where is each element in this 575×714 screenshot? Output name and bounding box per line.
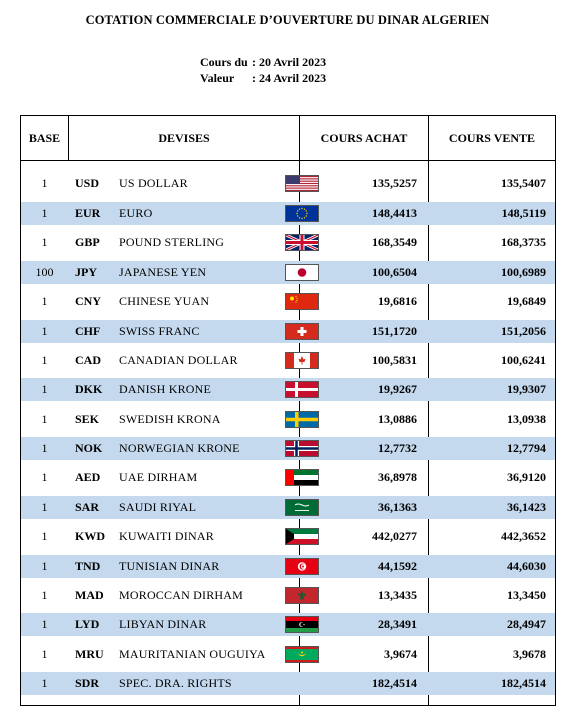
base-cell: 1: [41, 294, 48, 308]
base-cell: 1: [41, 324, 48, 338]
cours-vente-value: 442,3652: [501, 529, 546, 543]
currency-name: SAUDI RIYAL: [119, 500, 197, 514]
currency-name: MOROCCAN DIRHAM: [119, 588, 244, 602]
column-header-base: BASE: [28, 130, 61, 145]
page-title: COTATION COMMERCIALE D’OUVERTURE DU DINAR ALGERIEN: [85, 13, 490, 27]
table-row: [21, 643, 555, 666]
table-row: [21, 525, 555, 548]
table-row: [21, 349, 555, 372]
currency-code: EUR: [75, 206, 101, 220]
currency-name: US DOLLAR: [119, 176, 188, 190]
cours-vente-value: 151,2056: [501, 324, 546, 338]
table-row: [21, 320, 555, 343]
currency-code: SDR: [75, 676, 100, 690]
currency-name: SPEC. DRA. RIGHTS: [119, 676, 232, 690]
cours-achat-value: 12,7732: [378, 441, 417, 455]
base-cell: 1: [41, 412, 48, 426]
currency-code: SEK: [75, 412, 100, 426]
cours-vente-value: 44,6030: [507, 559, 546, 573]
cours-vente-value: 100,6989: [501, 265, 546, 279]
column-header-devises: DEVISES: [158, 130, 210, 145]
currency-code: KWD: [75, 529, 105, 543]
rates-table: [20, 115, 556, 706]
table-row: [21, 437, 555, 460]
column-header-vente: COURS VENTE: [448, 130, 536, 145]
currency-code: DKK: [75, 382, 103, 396]
base-cell: 1: [41, 353, 48, 367]
cours-achat-value: 19,9267: [378, 382, 417, 396]
header-divider: [21, 160, 555, 161]
currency-code: MRU: [75, 647, 104, 661]
base-cell: 1: [41, 617, 48, 631]
saudi-flag-icon: [285, 499, 319, 516]
cours-vente-value: 12,7794: [507, 441, 546, 455]
cours-achat-value: 28,3491: [378, 617, 417, 631]
canada-flag-icon: [285, 352, 319, 369]
table-row: [21, 408, 555, 431]
cours-vente-value: 100,6241: [501, 353, 546, 367]
currency-code: JPY: [75, 265, 97, 279]
currency-name: UAE DIRHAM: [119, 470, 198, 484]
currency-code: CHF: [75, 324, 101, 338]
cours-vente-value: 36,9120: [507, 470, 546, 484]
cours-vente-value: 135,5407: [501, 176, 546, 190]
table-row: [21, 466, 555, 489]
libya-flag-icon: [285, 616, 319, 633]
base-cell: 1: [41, 529, 48, 543]
cours-achat-value: 168,3549: [372, 235, 417, 249]
currency-code: SAR: [75, 500, 100, 514]
table-row: [21, 584, 555, 607]
cours-achat-value: 182,4514: [372, 676, 417, 690]
currency-name: SWISS FRANC: [119, 324, 200, 338]
eu-flag-icon: [285, 205, 319, 222]
base-cell: 1: [41, 206, 48, 220]
currency-name: EURO: [119, 206, 153, 220]
uae-flag-icon: [285, 469, 319, 486]
denmark-flag-icon: [285, 381, 319, 398]
table-row: [21, 290, 555, 313]
currency-name: DANISH KRONE: [119, 382, 212, 396]
us-flag-icon: [285, 175, 319, 192]
column-header-achat: COURS ACHAT: [320, 130, 408, 145]
currency-code: USD: [75, 176, 100, 190]
valeur-label: Valeur: [200, 71, 235, 85]
swiss-flag-icon: [285, 323, 319, 340]
table-row: [21, 202, 555, 225]
table-row: [21, 378, 555, 401]
base-cell: 1: [41, 470, 48, 484]
cours-achat-value: 44,1592: [378, 559, 417, 573]
currency-name: CANADIAN DOLLAR: [119, 353, 238, 367]
currency-name: NORWEGIAN KRONE: [119, 441, 240, 455]
tunisia-flag-icon: [285, 558, 319, 575]
table-row: [21, 172, 555, 195]
table-row: [21, 672, 555, 695]
base-cell: 1: [41, 176, 48, 190]
cours-achat-value: 36,1363: [378, 500, 417, 514]
cours-vente-value: 13,0938: [507, 412, 546, 426]
currency-code: LYD: [75, 617, 100, 631]
currency-name: MAURITANIAN OUGUIYA: [119, 647, 266, 661]
cours-achat-value: 13,0886: [378, 412, 417, 426]
cours-vente-value: 36,1423: [507, 500, 546, 514]
china-flag-icon: [285, 293, 319, 310]
currency-code: GBP: [75, 235, 100, 249]
currency-code: TND: [75, 559, 101, 573]
table-row: [21, 261, 555, 284]
cours-achat-value: 13,3435: [378, 588, 417, 602]
cours-du-label: Cours du: [200, 55, 248, 69]
column-divider: [68, 116, 69, 160]
cours-vente-value: 19,9307: [507, 382, 546, 396]
cours-vente-value: 148,5119: [501, 206, 546, 220]
currency-code: MAD: [75, 588, 104, 602]
cours-du-line: [200, 55, 326, 70]
currency-code: CAD: [75, 353, 101, 367]
uk-flag-icon: [285, 234, 319, 251]
currency-name: LIBYAN DINAR: [119, 617, 207, 631]
mauritania-flag-icon: [285, 646, 319, 663]
valeur-value: : 24 Avril 2023: [252, 71, 327, 85]
currency-name: SWEDISH KRONA: [119, 412, 221, 426]
norway-flag-icon: [285, 440, 319, 457]
cours-vente-value: 13,3450: [507, 588, 546, 602]
cours-achat-value: 3,9674: [384, 647, 417, 661]
cours-achat-value: 148,4413: [372, 206, 417, 220]
base-cell: 1: [41, 588, 48, 602]
cours-achat-value: 19,6816: [378, 294, 417, 308]
base-cell: 1: [41, 441, 48, 455]
currency-name: TUNISIAN DINAR: [119, 559, 220, 573]
table-row: [21, 555, 555, 578]
sweden-flag-icon: [285, 411, 319, 428]
base-cell: 100: [35, 265, 54, 279]
base-cell: 1: [41, 676, 48, 690]
cours-vente-value: 28,4947: [507, 617, 546, 631]
base-cell: 1: [41, 559, 48, 573]
table-row: [21, 231, 555, 254]
japan-flag-icon: [285, 264, 319, 281]
base-cell: 1: [41, 235, 48, 249]
currency-name: CHINESE YUAN: [119, 294, 210, 308]
morocco-flag-icon: [285, 587, 319, 604]
cours-vente-value: 182,4514: [501, 676, 546, 690]
currency-code: CNY: [75, 294, 101, 308]
base-cell: 1: [41, 500, 48, 514]
currency-name: KUWAITI DINAR: [119, 529, 214, 543]
cours-du-value: : 20 Avril 2023: [252, 55, 327, 69]
currency-name: POUND STERLING: [119, 235, 225, 249]
cours-achat-value: 135,5257: [372, 176, 417, 190]
cours-achat-value: 36,8978: [378, 470, 417, 484]
table-row: [21, 496, 555, 519]
currency-code: NOK: [75, 441, 103, 455]
cours-vente-value: 3,9678: [513, 647, 546, 661]
cours-achat-value: 100,6504: [372, 265, 417, 279]
cours-vente-value: 168,3735: [501, 235, 546, 249]
cours-vente-value: 19,6849: [507, 294, 546, 308]
base-cell: 1: [41, 647, 48, 661]
currency-name: JAPANESE YEN: [119, 265, 207, 279]
table-row: [21, 613, 555, 636]
cours-achat-value: 151,1720: [372, 324, 417, 338]
cours-achat-value: 442,0277: [372, 529, 417, 543]
base-cell: 1: [41, 382, 48, 396]
currency-code: AED: [75, 470, 101, 484]
kuwait-flag-icon: [285, 528, 319, 545]
valeur-line: [200, 71, 326, 86]
cours-achat-value: 100,5831: [372, 353, 417, 367]
